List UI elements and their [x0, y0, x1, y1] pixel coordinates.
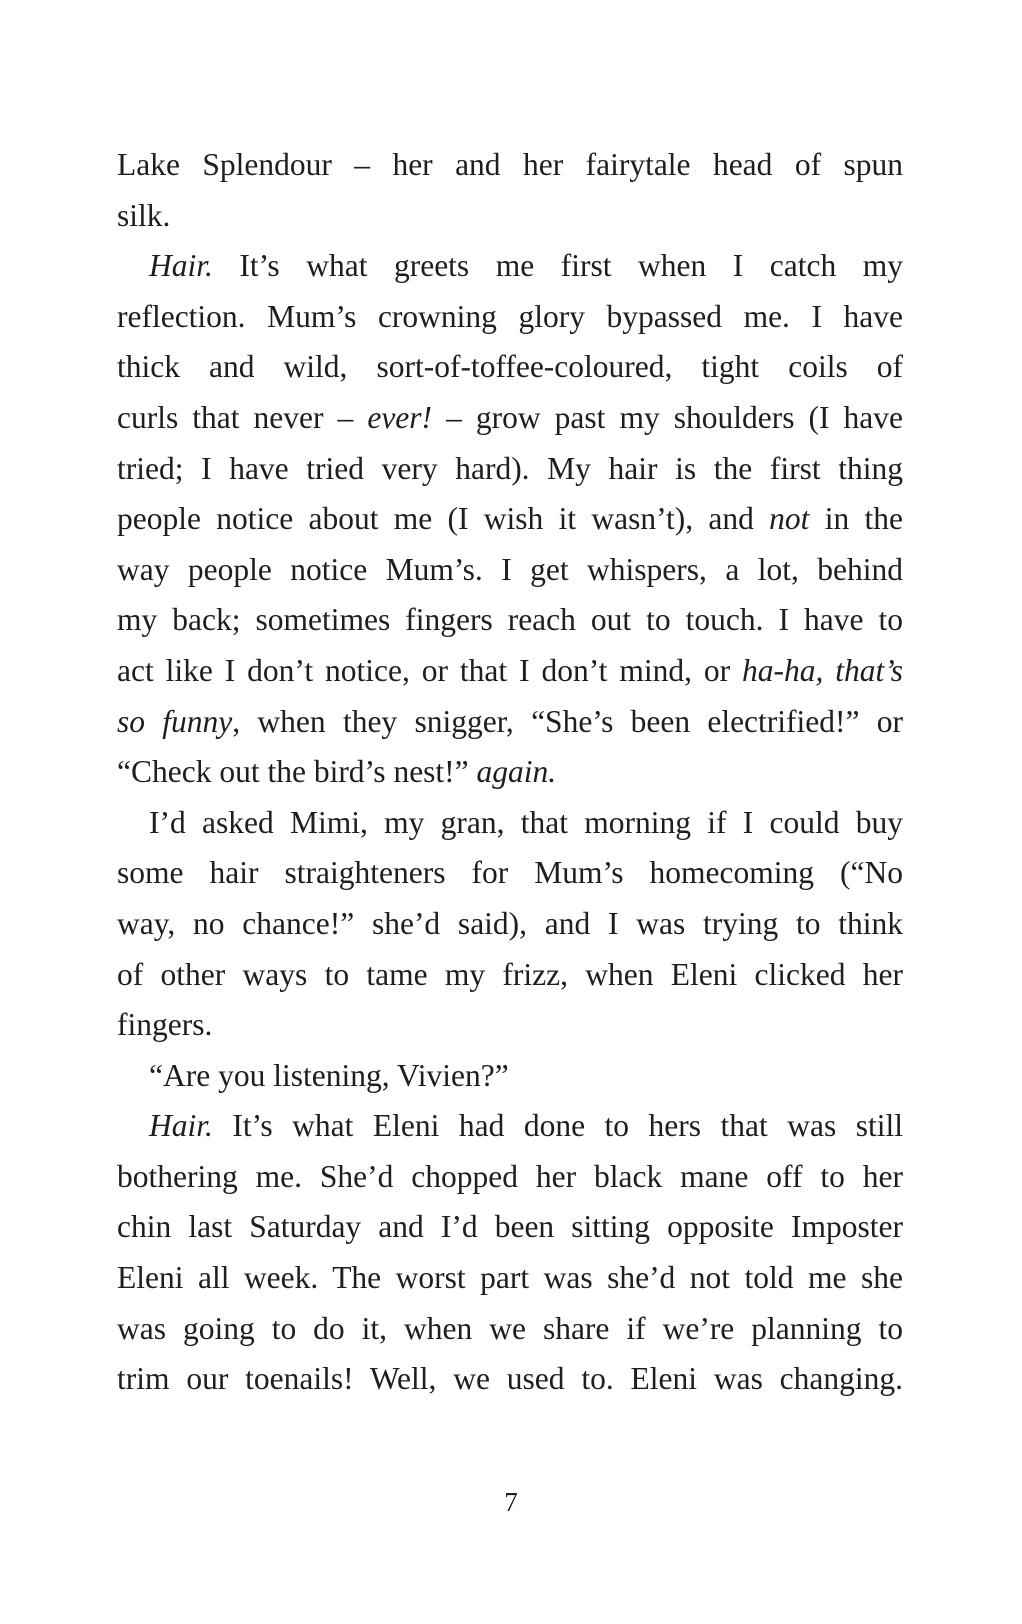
text-line: chin last Saturday and I’d been sitting opposite Imposter: [117, 1209, 903, 1245]
page-number: 7: [504, 1487, 518, 1517]
text-line: silk.: [117, 197, 171, 233]
text-line: “Check out the bird’s nest!” again.: [117, 754, 557, 790]
text-line: of other ways to tame my frizz, when Eleni clicked her: [117, 956, 903, 992]
text-line: thick and wild, sort-of-toffee-coloured, tight coils of: [117, 349, 903, 385]
text-line: fingers.: [117, 1007, 213, 1043]
body-text: [117, 140, 903, 1405]
text-line: trim our toenails! Well, we used to. Eleni was changing.: [117, 1361, 903, 1397]
text-line: “Are you listening, Vivien?”: [149, 1057, 509, 1093]
text-line: so funny, when they snigger, “She’s been electrified!” or: [117, 703, 903, 739]
text-line: Lake Splendour – her and her fairytale head of spun: [117, 147, 903, 182]
text-line: my back; sometimes fingers reach out to touch. I have to: [117, 602, 903, 638]
text-line: way, no chance!” she’d said), and I was trying to think: [117, 905, 903, 941]
text-line: curls that never – ever! – grow past my shoulders (I have: [117, 399, 903, 435]
text-line: bothering me. She’d chopped her black mane off to her: [117, 1158, 903, 1194]
text-line: way people notice Mum’s. I get whispers, a lot, behind: [117, 551, 903, 587]
text-line: Hair. It’s what Eleni had done to hers that was still: [149, 1108, 903, 1144]
text-line: reflection. Mum’s crowning glory bypassed me. I have: [117, 298, 903, 334]
text-line: I’d asked Mimi, my gran, that morning if I could buy: [149, 804, 903, 840]
text-line: tried; I have tried very hard). My hair is the first thing: [117, 450, 903, 486]
text-line: people notice about me (I wish it wasn’t), and not in the: [117, 501, 903, 537]
text-line: Eleni all week. The worst part was she’d not told me she: [117, 1260, 903, 1296]
text-line: act like I don’t notice, or that I don’t mind, or ha-ha, that’s: [117, 652, 903, 688]
text-line: Hair. It’s what greets me first when I catch my: [149, 248, 903, 284]
text-line: was going to do it, when we share if we’re planning to: [117, 1310, 903, 1346]
text-line: some hair straighteners for Mum’s homecoming (“No: [117, 855, 903, 891]
